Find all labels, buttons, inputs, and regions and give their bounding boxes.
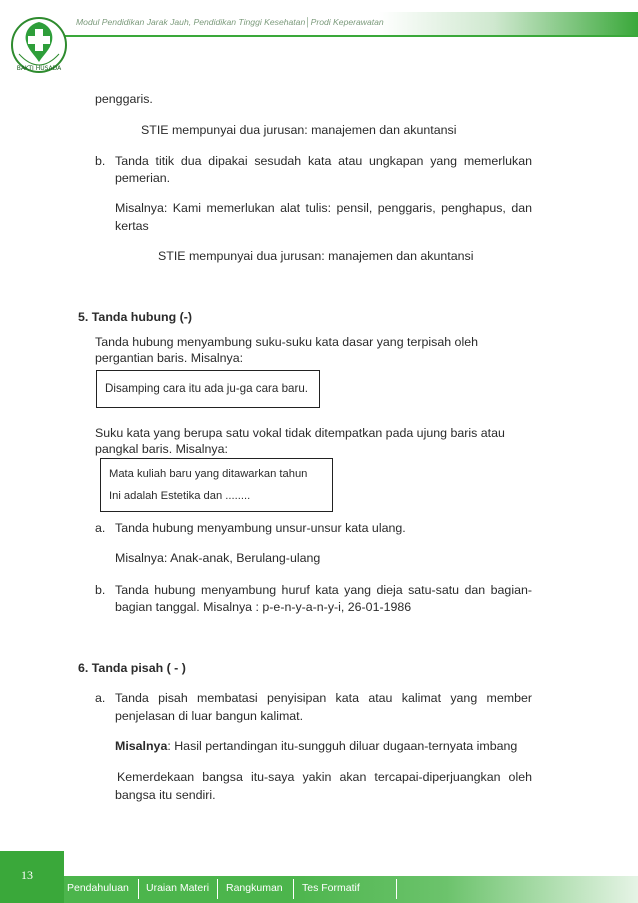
section-5-title: 5. Tanda hubung (-) [78, 310, 193, 324]
nav-separator [396, 879, 397, 899]
section-5-p1-line2: pergantian baris. Misalnya: [95, 351, 244, 365]
section-6-a-line2: penjelasan di luar bangun kalimat. [115, 709, 304, 723]
example-box-2 [100, 458, 333, 512]
section-5-b-marker: b. [95, 583, 106, 597]
misal-line2: kertas [115, 219, 149, 233]
section-5-p2-line2: pangkal baris. Misalnya: [95, 442, 228, 456]
nav-rangkuman[interactable]: Rangkuman [226, 882, 283, 894]
header-rule [62, 35, 638, 37]
page-number: 13 [21, 868, 33, 882]
section-5-b-line2: bagian tanggal. Misalnya : p-e-n-y-a-n-y-i, 26-01-1986 [115, 600, 412, 614]
section-5-p1-line1: Tanda hubung menyambung suku-suku kata dasar yang terpisah oleh [95, 335, 478, 349]
section-5-a-marker: a. [95, 521, 106, 535]
nav-uraian-materi[interactable]: Uraian Materi [146, 882, 210, 894]
section-6-misal-text: : Hasil pertandingan itu-sungguh diluar dugaan-ternyata imbang [167, 739, 518, 753]
example-box-2-line1: Mata kuliah baru yang ditawarkan tahun [109, 468, 308, 480]
text-penggaris: penggaris. [95, 92, 153, 106]
nav-tes-formatif[interactable]: Tes Formatif [302, 882, 360, 894]
section-5-a-text: Tanda hubung menyambung unsur-unsur kata ulang. [115, 521, 406, 535]
section-6-title: 6. Tanda pisah ( - ) [78, 661, 186, 675]
example-box-1-text: Disamping cara itu ada ju-ga cara baru. [105, 382, 308, 395]
bakti-husada-logo [10, 10, 68, 80]
header-title: Modul Pendidikan Jarak Jauh, Pendidikan Tinggi Kesehatan│Prodi Keperawatan [76, 17, 384, 27]
section-5-a-example: Misalnya: Anak-anak, Berulang-ulang [115, 551, 321, 565]
item-b-marker: b. [95, 154, 106, 168]
section-6-example-1 [115, 738, 532, 754]
section-6-misal-label: Misalnya [115, 739, 168, 753]
nav-separator [293, 879, 294, 899]
misal-line1: Misalnya: Kami memerlukan alat tulis: pensil, penggaris, penghapus, dan [115, 201, 532, 215]
section-6-example-2-line1: Kemerdekaan bangsa itu-saya yakin akan tercapai-diperjuangkan oleh [117, 770, 532, 784]
example-box-1 [96, 370, 320, 408]
example-stie-2: STIE mempunyai dua jurusan: manajemen dan akuntansi [158, 249, 474, 263]
section-6-a-line1: Tanda pisah membatasi penyisipan kata atau kalimat yang member [115, 691, 532, 705]
section-6-a-marker: a. [95, 691, 106, 705]
nav-separator [217, 879, 218, 899]
item-b-line2: pemerian. [115, 171, 171, 185]
section-6-example-2-line2: bangsa itu sendiri. [115, 788, 216, 802]
item-b-line1: Tanda titik dua dipakai sesudah kata atau ungkapan yang memerlukan [115, 154, 532, 168]
nav-pendahuluan[interactable]: Pendahuluan [67, 882, 129, 894]
section-5-p2-line1: Suku kata yang berupa satu vokal tidak ditempatkan pada ujung baris atau [95, 426, 505, 440]
section-5-b-line1: Tanda hubung menyambung huruf kata yang dieja satu-satu dan bagian- [115, 583, 532, 597]
logo-text: BAKTI HUSADA [16, 65, 62, 72]
nav-separator [138, 879, 139, 899]
example-stie-1: STIE mempunyai dua jurusan: manajemen dan akuntansi [141, 123, 457, 137]
example-box-2-line2: Ini adalah Estetika dan ........ [109, 490, 251, 502]
